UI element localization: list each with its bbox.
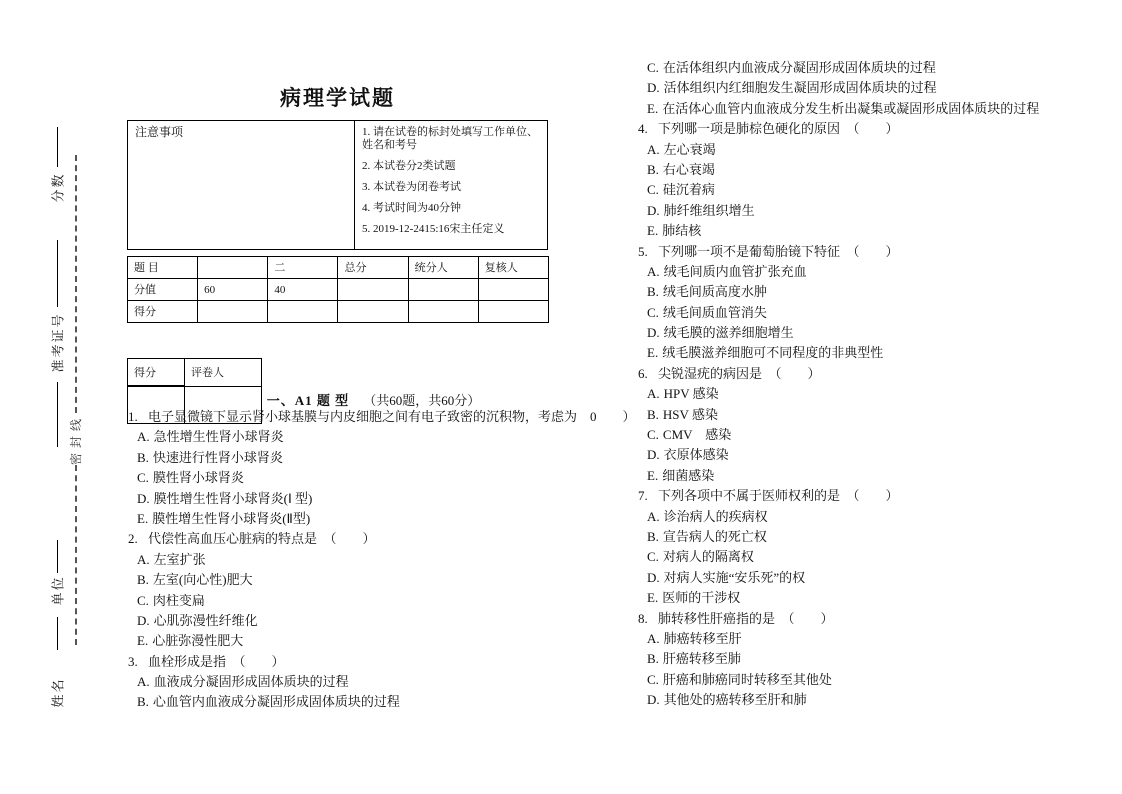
question-stem: 5. 下列哪一项不是葡萄胎镜下特征 （ ） — [638, 243, 899, 259]
option-line: D. 心肌弥漫性纤维化 — [137, 612, 258, 628]
margin-field-score: 分数 — [50, 171, 66, 203]
question-stem: 4. 下列哪一项是肺棕色硬化的原因 （ ） — [638, 121, 899, 137]
score-cell: 总分 — [338, 257, 408, 279]
option-line: D. 其他处的癌转移至肝和肺 — [647, 692, 807, 708]
option-line: B. 左室(向心性)肥大 — [137, 572, 253, 588]
score-cell — [478, 301, 548, 323]
option-line: D. 绒毛膜的滋养细胞增生 — [647, 325, 794, 341]
option-line: A. 急性增生性肾小球肾炎 — [137, 429, 284, 445]
score-cell: 二 — [268, 257, 338, 279]
question-stem: 2. 代偿性高血压心脏病的特点是 （ ） — [128, 531, 376, 547]
option-line: A. 诊治病人的疾病权 — [647, 508, 768, 524]
option-line: B. 绒毛间质高度水肿 — [647, 284, 767, 300]
score-cell: 得分 — [128, 301, 198, 323]
notice-item: 3. 本试卷为闭卷考试 — [362, 181, 461, 193]
option-line: D. 活体组织内红细胞发生凝固形成固体质块的过程 — [647, 80, 937, 96]
question-stem: 7. 下列各项中不属于医师权利的是 （ ） — [638, 488, 899, 504]
option-line: A. 肺癌转移至肝 — [647, 630, 742, 646]
score-cell: 复核人 — [478, 257, 548, 279]
margin-rule — [57, 540, 58, 573]
notice-item: 4. 考试时间为40分钟 — [362, 202, 461, 214]
option-line: C. 肉柱变扁 — [137, 592, 205, 608]
option-line: E. 膜性增生性肾小球肾炎(Ⅱ型) — [137, 510, 311, 526]
questions-column-right — [636, 58, 1066, 711]
notice-table — [127, 120, 548, 250]
option-line: E. 细菌感染 — [647, 467, 715, 483]
option-line: C. CMV 感染 — [647, 427, 732, 443]
notice-header-cell: 注意事项 — [128, 121, 355, 250]
option-line: A. 左心衰竭 — [647, 141, 716, 157]
score-obtained-row — [128, 301, 549, 323]
notice-item: 1. 请在试卷的标封处填写工作单位、姓名和考号 — [362, 126, 538, 151]
grader-score-header: 得分 — [128, 359, 185, 387]
notice-items-cell — [355, 121, 548, 250]
page-title: 病理学试题 — [280, 86, 395, 110]
score-cell — [338, 279, 408, 301]
score-cell — [198, 301, 268, 323]
questions-column-left — [126, 407, 636, 713]
question-stem: 1. 电子显微镜下显示肾小球基膜与内皮细胞之间有电子致密的沉积物，考虑为 0 ） — [128, 409, 636, 424]
score-cell — [478, 279, 548, 301]
margin-rule — [57, 240, 58, 307]
score-cell — [408, 301, 478, 323]
option-line: B. 右心衰竭 — [647, 161, 715, 177]
question-stem: 8. 肺转移性肝癌指的是 （ ） — [638, 610, 834, 626]
option-line: B. 心血管内血液成分凝固形成固体质块的过程 — [137, 694, 400, 710]
option-line: B. HSV 感染 — [647, 406, 718, 422]
option-line: C. 绒毛间质血管消失 — [647, 304, 767, 320]
option-line: A. 左室扩张 — [137, 551, 206, 567]
score-cell: 题 目 — [128, 257, 198, 279]
option-line: D. 衣原体感染 — [647, 447, 729, 463]
option-line: A. 血液成分凝固形成固体质块的过程 — [137, 674, 349, 690]
option-line: E. 医师的干涉权 — [647, 590, 741, 606]
margin-rule — [57, 617, 58, 650]
seal-line-segment — [75, 155, 77, 413]
option-line: B. 肝癌转移至肺 — [647, 651, 741, 667]
option-line: A. 绒毛间质内血管扩张充血 — [647, 263, 807, 279]
score-cell — [338, 301, 408, 323]
seal-line-segment — [75, 465, 77, 645]
section-subtitle: （共60题，共60分） — [363, 393, 481, 408]
score-cell: 分值 — [128, 279, 198, 301]
option-line: C. 膜性肾小球肾炎 — [137, 470, 244, 486]
option-line: E. 在活体心血管内血液成分发生析出凝集或凝固形成固体质块的过程 — [647, 100, 1040, 116]
score-cell: 统分人 — [408, 257, 478, 279]
option-line: D. 膜性增生性肾小球肾炎(Ⅰ 型) — [137, 490, 313, 506]
option-line: D. 对病人实施“安乐死”的权 — [647, 569, 806, 585]
margin-field-admission-number: 准考证号 — [50, 311, 66, 373]
margin-field-name: 姓名 — [50, 676, 66, 708]
grader-person-header: 评卷人 — [185, 359, 262, 387]
margin-rule — [57, 382, 58, 447]
score-values-row — [128, 279, 549, 301]
score-table — [127, 256, 549, 323]
notice-item: 5. 2019-12-2415:16宋主任定义 — [362, 223, 505, 235]
option-line: C. 对病人的隔离权 — [647, 549, 754, 565]
option-line: C. 肝癌和肺癌同时转移至其他处 — [647, 671, 832, 687]
margin-field-workunit: 单位 — [50, 574, 66, 606]
option-line: B. 快速进行性肾小球肾炎 — [137, 449, 283, 465]
notice-item: 2. 本试卷分2类试题 — [362, 160, 456, 172]
score-header-row — [128, 257, 549, 279]
margin-rule — [57, 127, 58, 167]
score-cell: 40 — [268, 279, 338, 301]
option-line: B. 宣告病人的死亡权 — [647, 528, 767, 544]
option-line: D. 肺纤维组织增生 — [647, 202, 755, 218]
seal-line-label: 密封线 — [68, 413, 83, 465]
option-line: E. 心脏弥漫性肥大 — [137, 633, 244, 649]
score-cell: 60 — [198, 279, 268, 301]
option-line: E. 肺结核 — [647, 223, 702, 239]
option-line: C. 硅沉着病 — [647, 182, 715, 198]
score-cell — [198, 257, 268, 279]
section-title: 一、A1 题 型 — [266, 393, 350, 408]
question-stem: 6. 尖锐湿疣的病因是 （ ） — [638, 365, 821, 381]
question-stem: 3. 血栓形成是指 （ ） — [128, 653, 285, 669]
score-cell — [408, 279, 478, 301]
option-line: E. 绒毛膜滋养细胞可不同程度的非典型性 — [647, 345, 884, 361]
score-cell — [268, 301, 338, 323]
option-line: A. HPV 感染 — [647, 386, 719, 402]
option-line: C. 在活体组织内血液成分凝固形成固体质块的过程 — [647, 60, 936, 75]
